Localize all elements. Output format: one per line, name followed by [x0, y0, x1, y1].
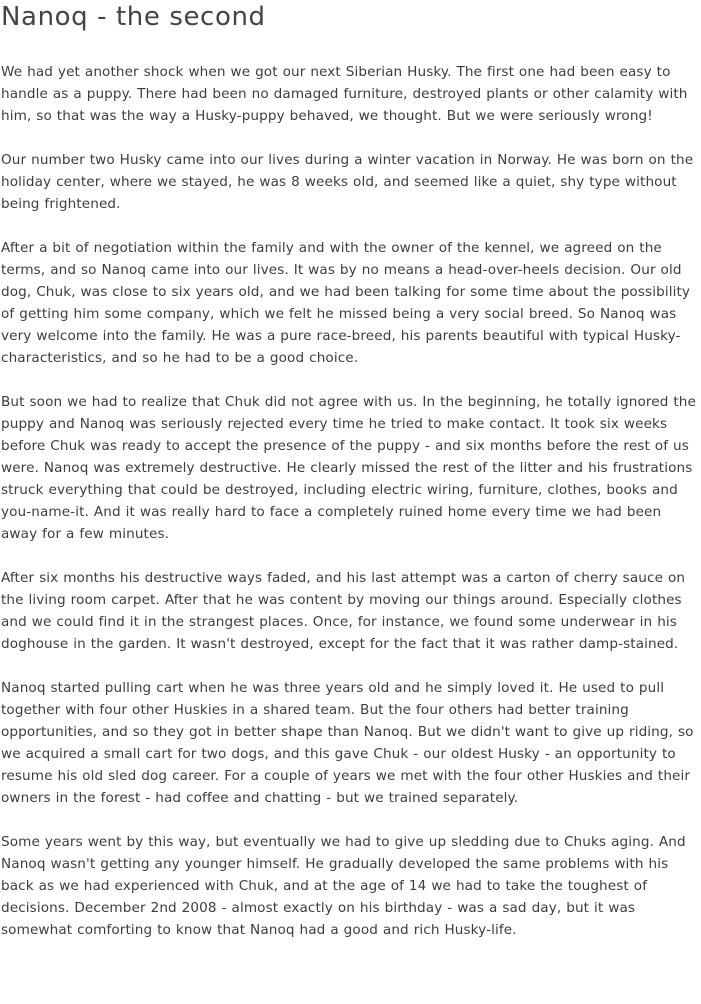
paragraph: After a bit of negotiation within the family and with the owner of the kennel, we agreed on the terms, and so Nanoq came into our lives. It was by no means a head-over-heels decision. Our old dog, Chuk, was close to six years old, and we had been talking for some time about the possibility of getting him some company, which we felt he missed being a very social breed. So Nanoq was very welcome into the family. He was a pure race-breed, his parents beautiful with typical Husky-characteristics, and so he had to be a good choice.: [1, 240, 691, 366]
paragraph: After six months his destructive ways faded, and his last attempt was a carton of cherry sauce on the living room carpet. After that he was content by moving our things around. Especially clothes and we could find it in the strangest places. Once, for instance, we found some underwear in his doghouse in the garden. It wasn't destroyed, except for the fact that it was rather damp-stained.: [1, 570, 686, 652]
paragraph: Our number two Husky came into our lives during a winter vacation in Norway. He was born on the holiday center, where we stayed, he was 8 weeks old, and seemed like a quiet, shy type without being frightened.: [1, 152, 694, 212]
paragraph: But soon we had to realize that Chuk did not agree with us. In the beginning, he totally ignored the puppy and Nanoq was seriously rejected every time he tried to make contact. It took six weeks before Chuk was ready to accept the presence of the puppy - and six months before the rest of us were. Nanoq was extremely destructive. He clearly missed the rest of the litter and his frustrations struck everything that could be destroyed, including electric wiring, furniture, clothes, books and you-name-it. And it was really hard to face a completely ruined home every time we had been away for a few minutes.: [1, 394, 696, 542]
page-title: Nanoq - the second: [1, 2, 266, 32]
paragraph: Nanoq started pulling cart when he was three years old and he simply loved it. He used to pull together with four other Huskies in a shared team. But the four others had better training opportunities, and so they got in better shape than Nanoq. But we didn't want to give up riding, so we acquired a small cart for two dogs, and this gave Chuk - our oldest Husky - an opportunity to resume his old sled dog career. For a couple of years we met with the four other Huskies and their owners in the forest - had coffee and chatting - but we trained separately.: [1, 680, 694, 806]
paragraph: We had yet another shock when we got our next Siberian Husky. The first one had been easy to handle as a puppy. There had been no damaged furniture, destroyed plants or other calamity with him, so that was the way a Husky-puppy behaved, we thought. But we were seriously wrong!: [1, 64, 688, 124]
article: [1, 0, 699, 963]
paragraph: Some years went by this way, but eventually we had to give up sledding due to Chuks aging. And Nanoq wasn't getting any younger himself. He gradually developed the same problems with his back as we had experienced with Chuk, and at the age of 14 we had to take the toughest of decisions. December 2nd 2008 - almost exactly on his birthday - was a sad day, but it was somewhat comforting to know that Nanoq had a good and rich Husky-life.: [1, 834, 686, 938]
article-body: [1, 61, 699, 941]
